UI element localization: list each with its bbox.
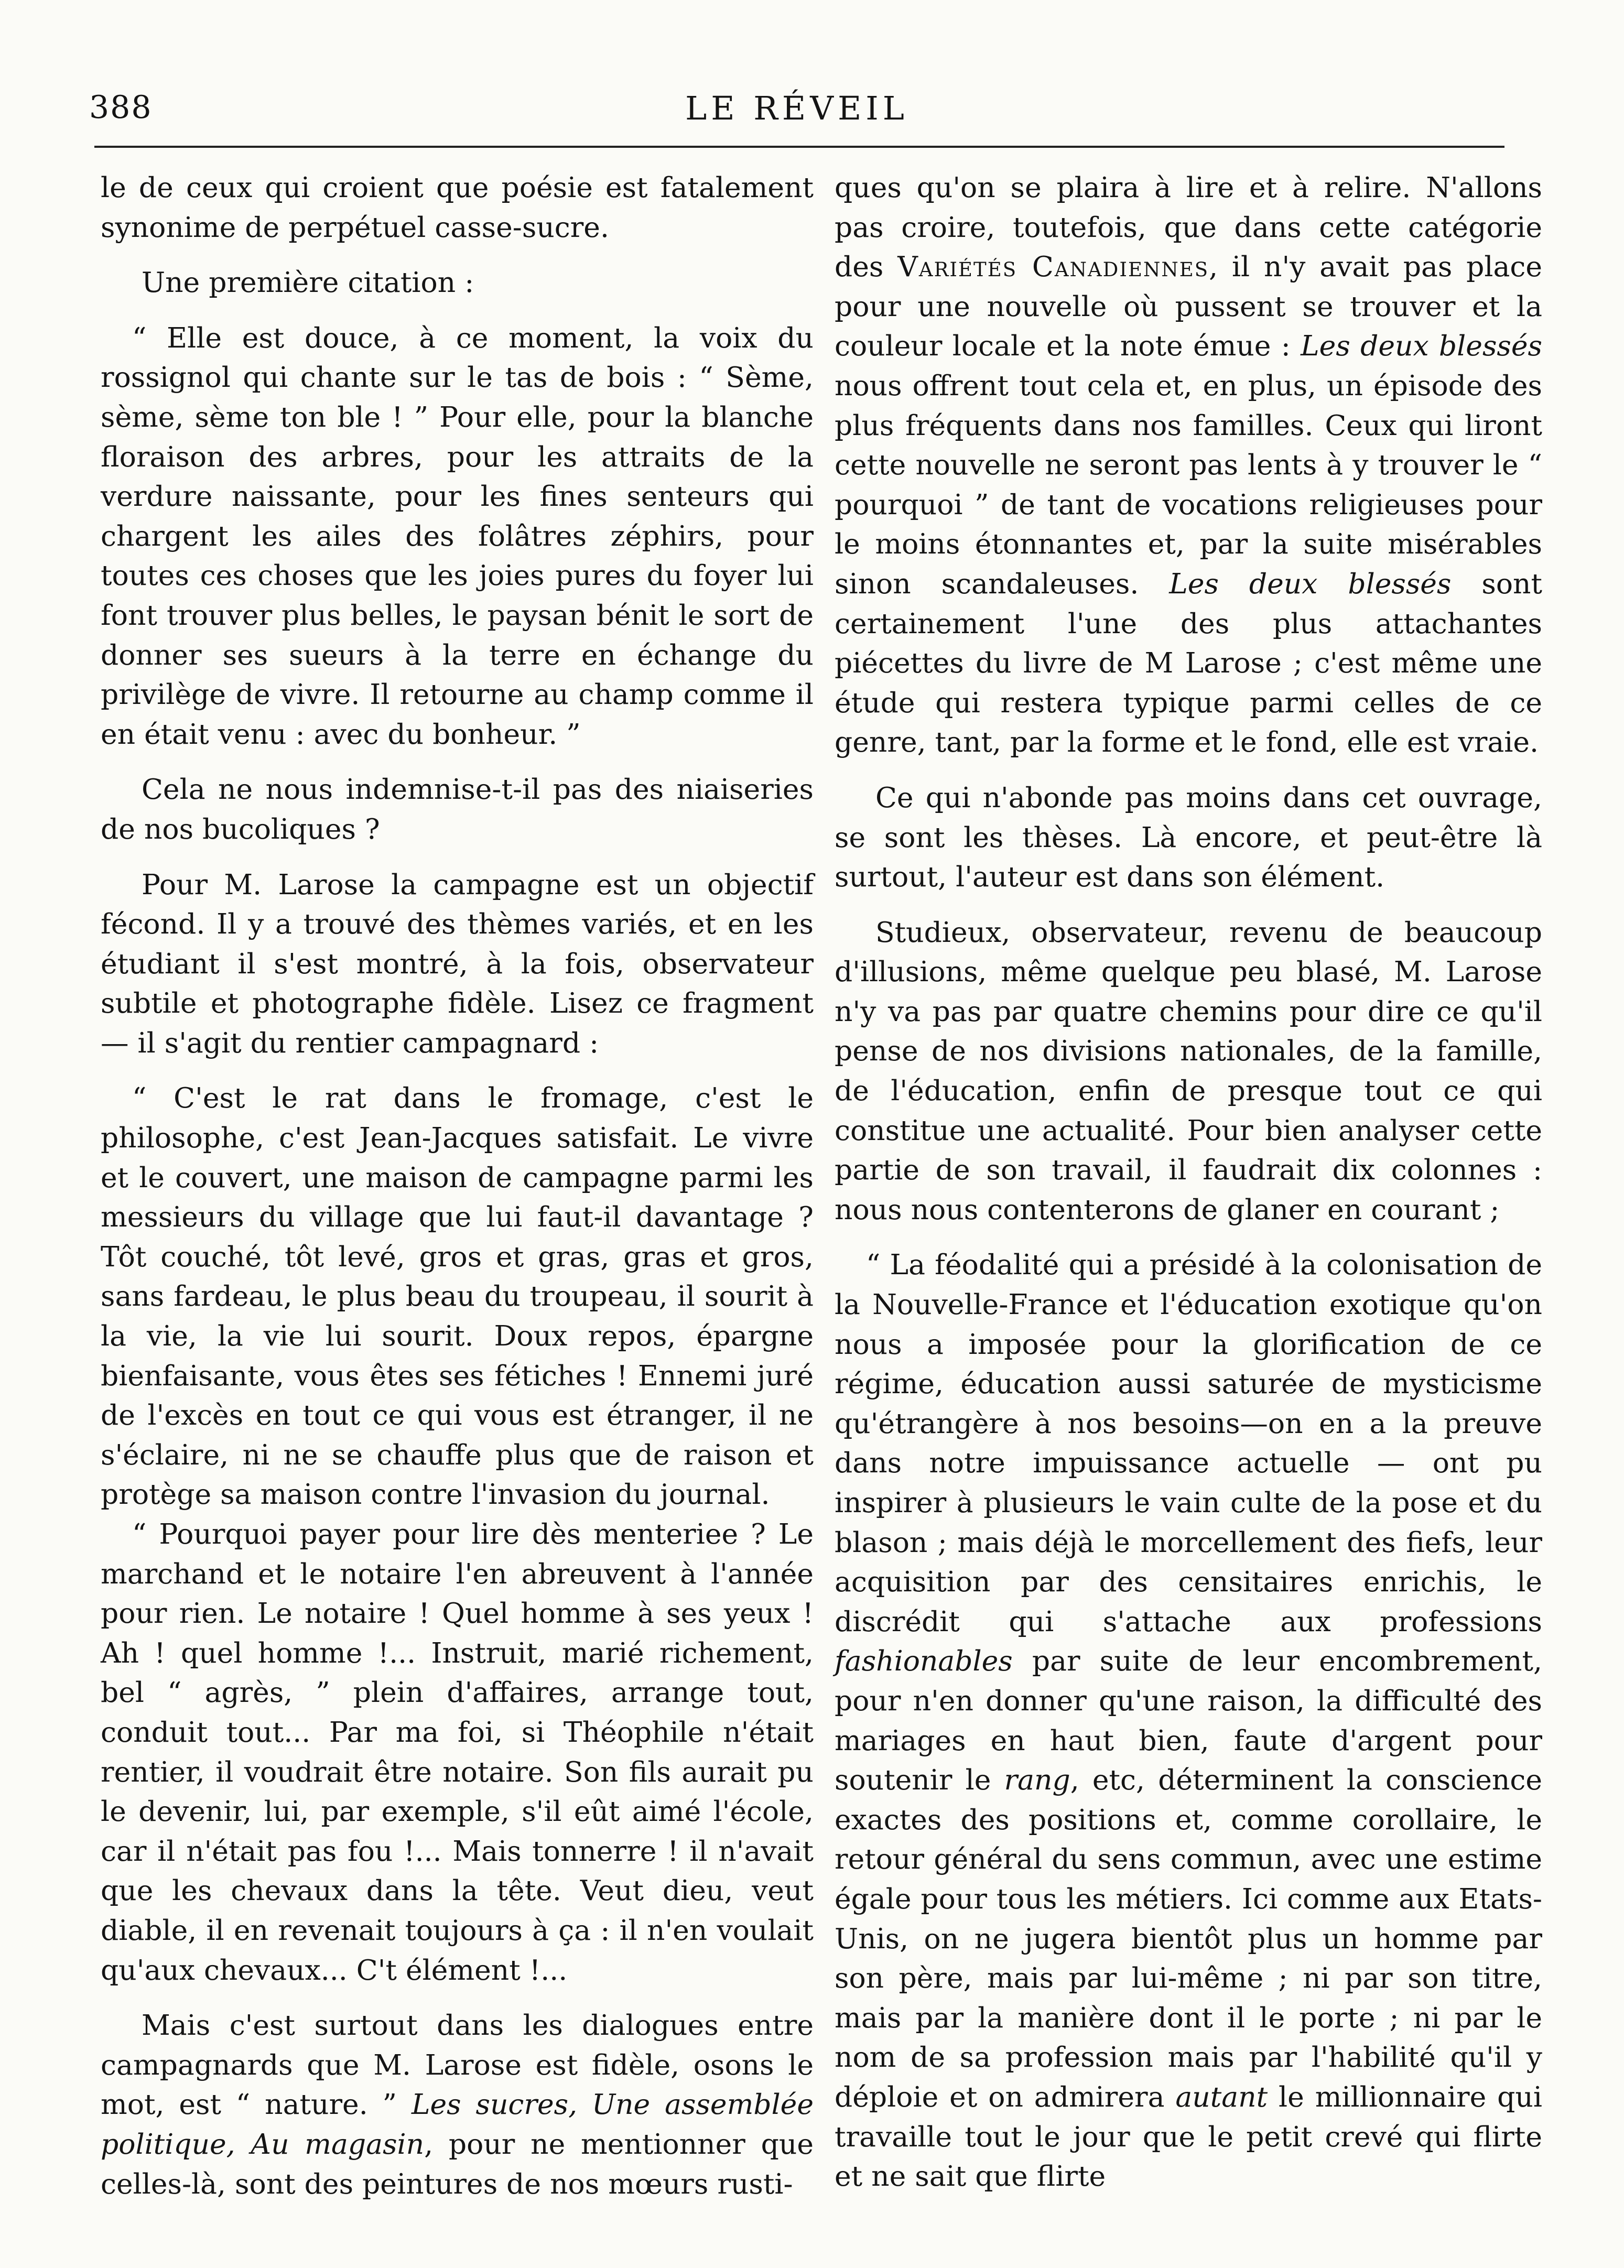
page-number: 388 <box>89 89 153 126</box>
italic-word: fashionables <box>835 1644 1013 1678</box>
quotation: “ C'est le rat dans le fromage, c'est le philosophe, c'est Jean-Jacques satisfait. Le vivre et le couvert, une maison de campagne parmi les messieurs du village que lui faut-il davantage ? Tôt couché, tôt levé, gros et gras, gras et gros, sans fardeau, le plus beau du troupeau, il sourit à la vie, la vie lui sourit. Doux repos, épargne bienfaisante, vous êtes ses fétiches ! Ennemi juré de l'excès en tout ce qui vous est étranger, il ne s'éclaire, ni ne se chauffe plus que de raison et protège sa maison contre l'invasion du journal. <box>101 1081 814 1511</box>
text-run: , etc, déterminent la conscience exactes des positions et, comme corollaire, le retour général du sens commun, avec une estime égale pour tous les métiers. Ici comme aux Etats-Unis, on ne jugera bientôt plus un homme par son père, mais par lui-même ; ni par son titre, mais par la manière dont il le porte ; ni par le nom de sa profession mais par l'habilité qu'il y déploie et on admirera <box>835 1763 1542 2113</box>
paragraph <box>835 168 1542 762</box>
italic-titles: Les sucres, Une assemblée politique, Au magasin <box>101 2088 814 2161</box>
paragraph: Studieux, observateur, revenu de beaucoup d'illusions, même quelque peu blasé, M. Larose n'y va pas par quatre chemins pour dire ce qu'il pense de nos divisions nationales, de la famille, de l'éducation, enfin de presque tout ce qui constitue une actualité. Pour bien analyser cette partie de son travail, il faudrait dix colonnes : nous nous contenterons de glaner en courant ; <box>835 915 1542 1226</box>
italic-title: Les deux blessés <box>1301 329 1542 363</box>
paragraph <box>101 2005 814 2204</box>
quotation: “ Elle est douce, à ce moment, la voix du rossignol qui chante sur le tas de bois : “ Sème, sème, sème ton ble ! ” Pour elle, pour la blanche floraison des arbres, pour les attraits de la verdure naissante, pour les fines senteurs qui chargent les ailes des folâtres zéphirs, pour toutes ces choses que les joies pures du foyer lui font trouver plus belles, le paysan bénit le sort de donner ses sueurs à la terre en échange du privilège de vivre. Il retourne au champ comme il en était venu : avec du bonheur. ” <box>101 321 814 751</box>
text-run: Mais c'est surtout dans les dialogues entre campagnards que M. Larose est fidèle, osons le mot, est “ nature. ” <box>101 2009 814 2121</box>
running-title: LE RÉVEIL <box>685 89 908 127</box>
quotation: “ Pourquoi payer pour lire dès menteriee ? Le marchand et le notaire l'en abreuvent à l'année pour rien. Le notaire ! Quel homme à ses yeux ! Ah ! quel homme !... Instruit, marié richement, bel “ agrès, ” plein d'affaires, arrange tout, conduit tout... Par ma foi, si Théophile n'était rentier, il voudrait être notaire. Son fils aurait pu le devenir, lui, par exemple, s'il eût aimé l'école, car il n'était pas fou !... Mais tonnerre ! il n'avait que les chevaux dans la tête. Veut dieu, veut diable, il en revenait toujours à ça : il n'en voulait qu'aux chevaux... C't élément !... <box>101 1517 814 1987</box>
paragraph: Pour M. Larose la campagne est un objectif fécond. Il y a trouvé des thèmes variés, et en les étudiant il s'est montré, à la fois, observateur subtile et photographe fidèle. Lisez ce fragment — il s'agit du rentier campagnard : <box>101 867 814 1059</box>
paragraph: le de ceux qui croient que poésie est fatalement synonime de perpétuel casse-sucre. <box>101 171 814 244</box>
page-header <box>89 84 1504 142</box>
paragraph: Cela ne nous indemnise-t-il pas des niaiseries de nos bucoliques ? <box>101 773 814 845</box>
italic-word: autant <box>1175 2080 1268 2113</box>
text-run: par suite de leur encombrement, pour n'en donner qu'une raison, la difficulté des mariages en haut bien, faute d'argent pour soutenir le <box>835 1644 1542 1797</box>
quotation <box>835 1245 1542 2196</box>
italic-word: rang <box>1004 1763 1070 1797</box>
paragraph: Une première citation : <box>142 266 474 299</box>
text-run: , pour ne mentionner que celles-là, sont des peintures de nos mœurs rusti- <box>101 2127 814 2200</box>
text-run: nous offrent tout cela et, en plus, un épisode des plus fréquents dans nos familles. Ceux qui liront cette nouvelle ne seront pas lents à y trouver le “ pourquoi ” de tant de vocations religieuses pour le moins étonnantes et, par la suite misérables sinon scandaleuses. <box>835 368 1542 600</box>
right-column <box>835 168 1542 2212</box>
text-run: , il n'y avait pas place pour une nouvelle où pussent se trouver et la couleur locale et la note émue : <box>835 250 1543 363</box>
text-run: ques qu'on se plaira à lire et à relire. N'allons pas croire, toutefois, que dans cette catégorie des <box>835 171 1542 284</box>
paragraph: Ce qui n'abonde pas moins dans cet ouvrage, se sont les thèses. Là encore, et peut-être là surtout, l'auteur est dans son élément. <box>835 780 1542 894</box>
text-run: le millionnaire qui travaille tout le jour que le petit crevé qui flirte et ne sait que flirte <box>835 2080 1542 2193</box>
italic-title: Les deux blessés <box>1169 567 1452 600</box>
small-caps-title: Variétés Canadiennes <box>897 250 1209 284</box>
text-run: “ La féodalité qui a présidé à la colonisation de la Nouvelle-France et l'éducation exotique qu'on nous a imposée pour la glorification de ce régime, éducation aussi saturée de mysticisme qu'étrangère à nos besoins—on en a la preuve dans notre impuissance actuelle — ont pu inspirer à plusieurs le vain culte de la pose et du blason ; mais déjà le morcellement des fiefs, leur acquisition par des censitaires enrichis, le discrédit qui s'attache aux professions <box>835 1248 1542 1638</box>
header-rule <box>94 146 1504 148</box>
left-column <box>101 168 814 2219</box>
text-run: sont certainement l'une des plus attachantes piécettes du livre de M Larose ; c'est même une étude qui restera typique parmi celles de ce genre, tant, par la forme et le fond, elle est vraie. <box>835 567 1542 759</box>
